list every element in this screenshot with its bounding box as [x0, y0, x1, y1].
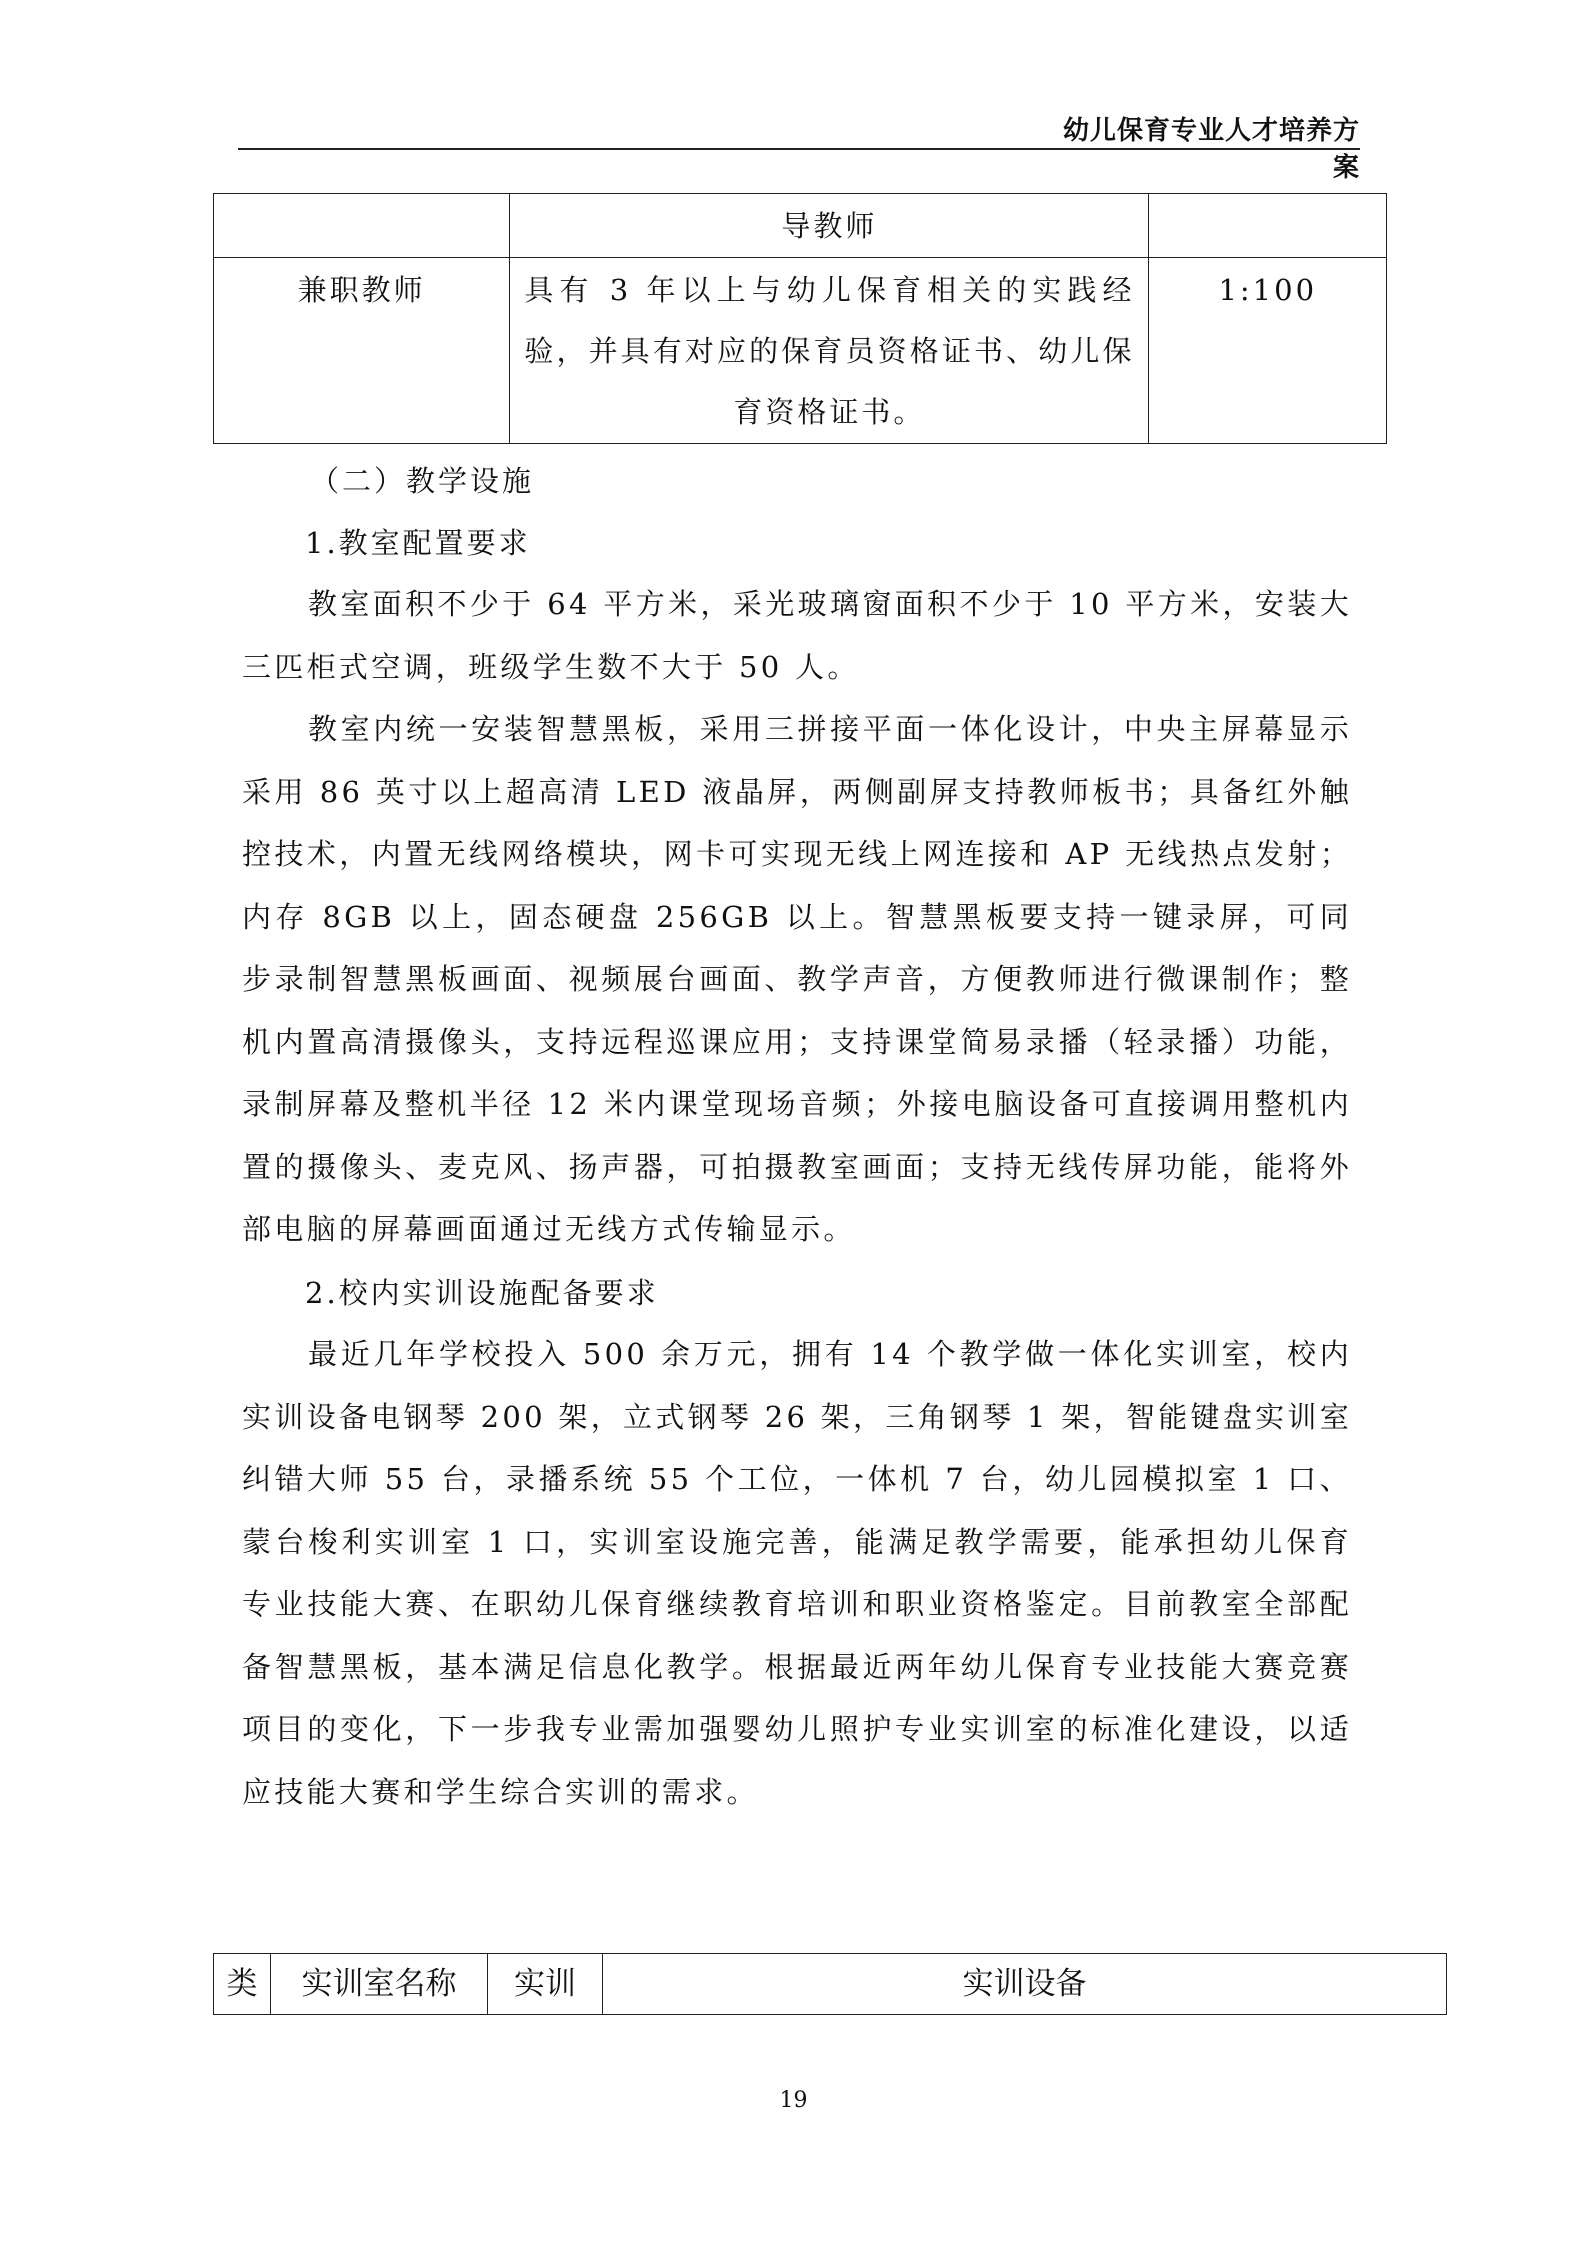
header-divider [238, 148, 1360, 150]
subsection-heading-training: 2.校内实训设施配备要求 [305, 1276, 659, 1310]
requirement-cell [510, 194, 1149, 258]
training-facility-table [213, 1953, 1447, 2015]
column-header: 实训室名称 [271, 1954, 488, 2015]
requirement-text: 导教师 [781, 209, 878, 243]
requirement-text: 具有 3 年以上与幼儿保育相关的实践经验，并具有对应的保育员资格证书、幼儿保育资格证书。 [524, 273, 1135, 429]
ratio-cell: 1:100 [1149, 258, 1387, 444]
column-header: 实训设备 [603, 1954, 1447, 2015]
column-header: 实训 [488, 1954, 603, 2015]
table-row [214, 194, 1387, 258]
section-heading: （二）教学设施 [310, 464, 535, 498]
staff-requirements-table [213, 193, 1387, 444]
ratio-cell [1149, 194, 1387, 258]
page-number: 19 [779, 2088, 808, 2113]
document-header-title: 幼儿保育专业人才培养方案 [1062, 116, 1360, 183]
paragraph: 教室面积不少于 64 平方米，采光玻璃窗面积不少于 10 平方米，安装大三匹柜式空调，班级学生数不大于 50 人。 [242, 587, 1352, 684]
role-cell: 兼职教师 [214, 258, 510, 444]
table-row [214, 258, 1387, 444]
paragraph: 教室内统一安装智慧黑板，采用三拼接平面一体化设计，中央主屏幕显示采用 86 英寸以上超高清 LED 液晶屏，两侧副屏支持教师板书；具备红外触控技术，内置无线网络模块，网卡可实现无线上网连接和 AP 无线热点发射；内存 8GB 以上，固态硬盘 256GB 以上。智慧黑板要支持一键录屏，可同步录制智慧黑板画面、视频展台画面、教学声音，方便教师进行微课制作；整机内置高清摄像头，支持远程巡课应用；支持课堂简易录播（轻录播）功能，录制屏幕及整机半径 12 米内课堂现场音频；外接电脑设备可直接调用整机内置的摄像头、麦克风、扬声器，可拍摄教室画面；支持无线传屏功能，能将外部电脑的屏幕画面通过无线方式传输显示。 [242, 712, 1352, 1246]
requirement-cell [510, 258, 1149, 444]
role-cell [214, 194, 510, 258]
subsection-heading-classroom: 1.教室配置要求 [305, 526, 531, 560]
table-header-row [214, 1954, 1447, 2015]
column-header: 类 [214, 1954, 271, 2015]
paragraph: 最近几年学校投入 500 余万元，拥有 14 个教学做一体化实训室，校内实训设备电钢琴 200 架，立式钢琴 26 架，三角钢琴 1 架，智能键盘实训室纠错大师 55 台，录播系统 55 个工位，一体机 7 台，幼儿园模拟室 1 口、蒙台梭利实训室 1 口，实训室设施完善，能满足教学需要，能承担幼儿保育专业技能大赛、在职幼儿保育继续教育培训和职业资格鉴定。目前教室全部配备智慧黑板，基本满足信息化教学。根据最近两年幼儿保育专业技能大赛竞赛项目的变化，下一步我专业需加强婴幼儿照护专业实训室的标准化建设，以适应技能大赛和学生综合实训的需求。 [242, 1337, 1353, 1809]
